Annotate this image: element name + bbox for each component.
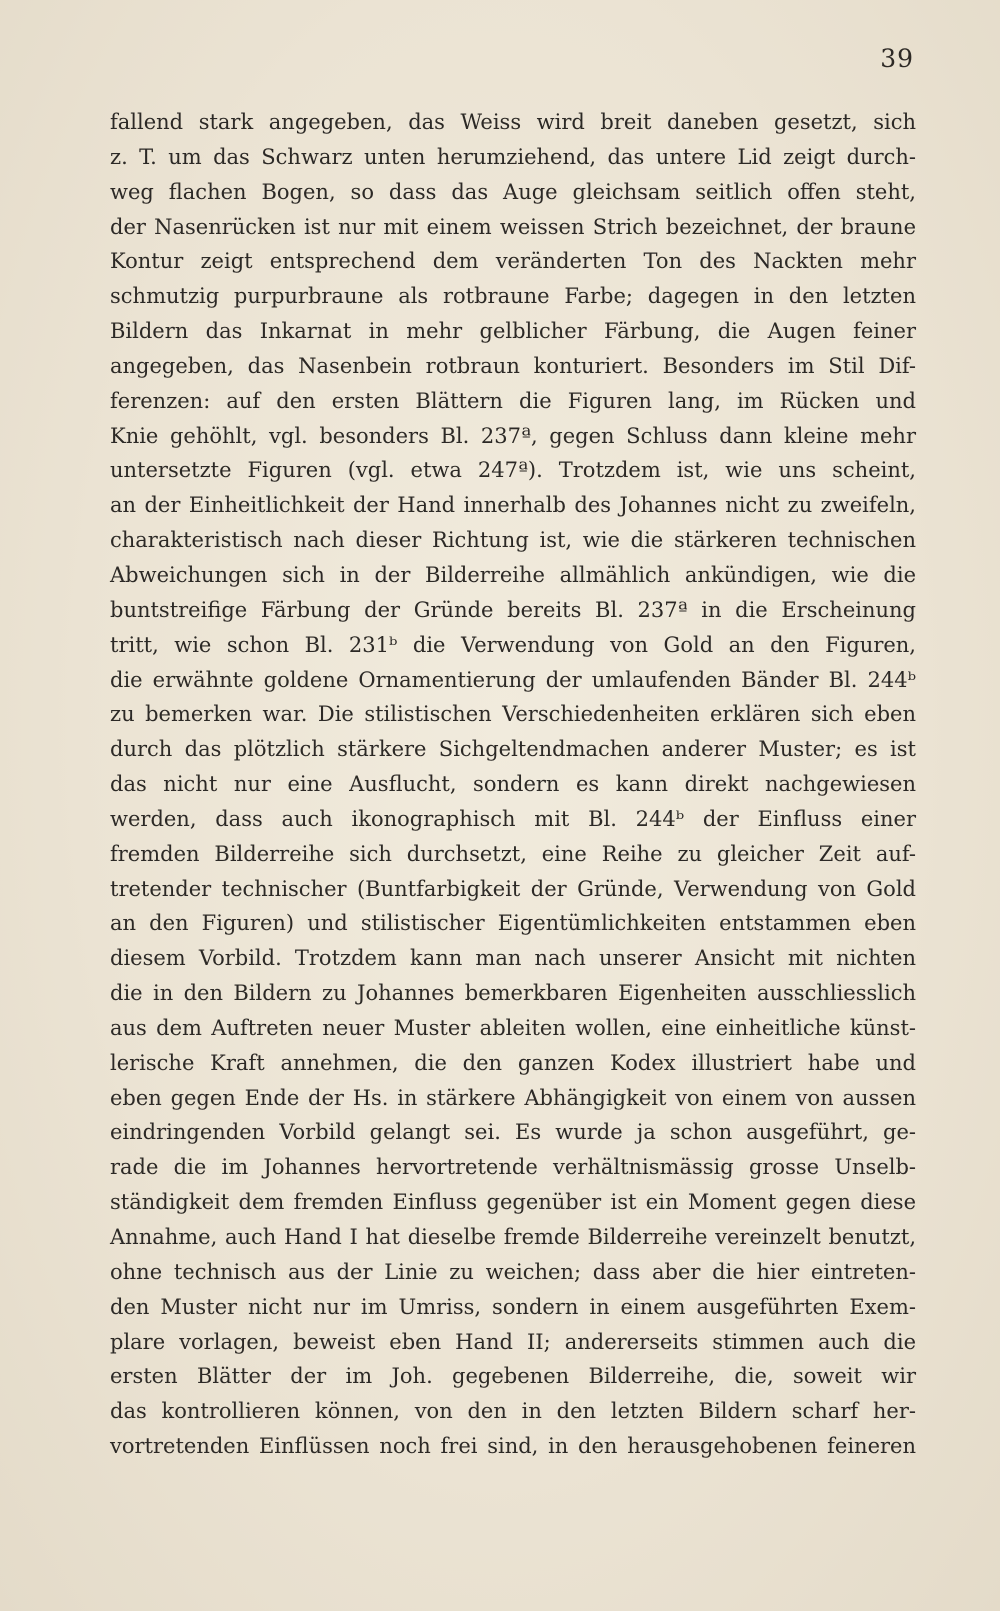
text-line: ohne technisch aus der Linie zu weichen; dass aber die hier eintreten- [110, 1259, 916, 1284]
text-line: vortretenden Einflüssen noch frei sind, in den herausgehobenen feineren [110, 1434, 916, 1459]
text-line: aus dem Auftreten neuer Muster ableiten wollen, eine einheitliche künst- [110, 1015, 916, 1040]
text-line: durch das plötzlich stärkere Sichgeltendmachen anderer Muster; es ist [110, 737, 916, 762]
text-line: rade die im Johannes hervortretende verhältnismässig grosse Unselb- [110, 1155, 916, 1180]
text-line: die erwähnte goldene Ornamentierung der umlaufenden Bänder Bl. 244ᵇ [110, 667, 916, 692]
text-line: buntstreifige Färbung der Gründe bereits Bl. 237ª in die Erscheinung [110, 597, 916, 622]
text-line: zu bemerken war. Die stilistischen Verschiedenheiten erklären sich eben [110, 702, 916, 727]
text-line: eben gegen Ende der Hs. in stärkere Abhängigkeit von einem von aussen [110, 1085, 916, 1110]
text-line: Kontur zeigt entsprechend dem veränderten Ton des Nackten mehr [110, 249, 916, 274]
text-line: Abweichungen sich in der Bilderreihe allmählich ankündigen, wie die [110, 562, 916, 587]
text-line: lerische Kraft annehmen, die den ganzen Kodex illustriert habe und [110, 1050, 916, 1075]
text-line: eindringenden Vorbild gelangt sei. Es wurde ja schon ausgeführt, ge- [110, 1120, 916, 1145]
text-line: fremden Bilderreihe sich durchsetzt, eine Reihe zu gleicher Zeit auf- [110, 841, 916, 866]
body-text [110, 105, 916, 1464]
text-line: den Muster nicht nur im Umriss, sondern in einem ausgeführten Exem- [110, 1294, 916, 1319]
text-line: Bildern das Inkarnat in mehr gelblicher Färbung, die Augen feiner [110, 319, 916, 344]
text-line: z. T. um das Schwarz unten herumziehend, das untere Lid zeigt durch- [110, 144, 916, 169]
text-line: die in den Bildern zu Johannes bemerkbaren Eigenheiten ausschliesslich [110, 981, 916, 1006]
text-line: weg flachen Bogen, so dass das Auge gleichsam seitlich offen steht, [110, 179, 916, 204]
text-line: werden, dass auch ikonographisch mit Bl. 244ᵇ der Einfluss einer [110, 806, 916, 831]
text-line: an den Figuren) und stilistischer Eigentümlichkeiten entstammen eben [110, 911, 916, 936]
text-line: Knie gehöhlt, vgl. besonders Bl. 237ª, gegen Schluss dann kleine mehr [110, 423, 916, 448]
text-line: diesem Vorbild. Trotzdem kann man nach unserer Ansicht mit nichten [110, 946, 916, 971]
text-line: tretender technischer (Buntfarbigkeit der Gründe, Verwendung von Gold [110, 876, 916, 901]
text-line: schmutzig purpurbraune als rotbraune Farbe; dagegen in den letzten [110, 284, 916, 309]
text-line: das kontrollieren können, von den in den letzten Bildern scharf her- [110, 1399, 916, 1424]
text-line: ferenzen: auf den ersten Blättern die Figuren lang, im Rücken und [110, 388, 916, 413]
page-number: 39 [880, 44, 914, 73]
text-line: plare vorlagen, beweist eben Hand II; andererseits stimmen auch die [110, 1329, 916, 1354]
text-line: ersten Blätter der im Joh. gegebenen Bilderreihe, die, soweit wir [110, 1364, 916, 1389]
text-line: ständigkeit dem fremden Einfluss gegenüber ist ein Moment gegen diese [110, 1190, 916, 1215]
text-line: tritt, wie schon Bl. 231ᵇ die Verwendung von Gold an den Figuren, [110, 632, 916, 657]
text-line: untersetzte Figuren (vgl. etwa 247ª). Trotzdem ist, wie uns scheint, [110, 458, 916, 483]
text-line: angegeben, das Nasenbein rotbraun konturiert. Besonders im Stil Dif- [110, 353, 916, 378]
text-line: das nicht nur eine Ausflucht, sondern es kann direkt nachgewiesen [110, 772, 916, 797]
text-line: an der Einheitlichkeit der Hand innerhalb des Johannes nicht zu zweifeln, [110, 493, 916, 518]
text-line: Annahme, auch Hand I hat dieselbe fremde Bilderreihe vereinzelt benutzt, [110, 1225, 916, 1249]
text-line: fallend stark angegeben, das Weiss wird breit daneben gesetzt, sich [110, 110, 916, 134]
text-line: charakteristisch nach dieser Richtung ist, wie die stärkeren technischen [110, 528, 916, 553]
text-line: der Nasenrücken ist nur mit einem weissen Strich bezeichnet, der braune [110, 214, 916, 239]
